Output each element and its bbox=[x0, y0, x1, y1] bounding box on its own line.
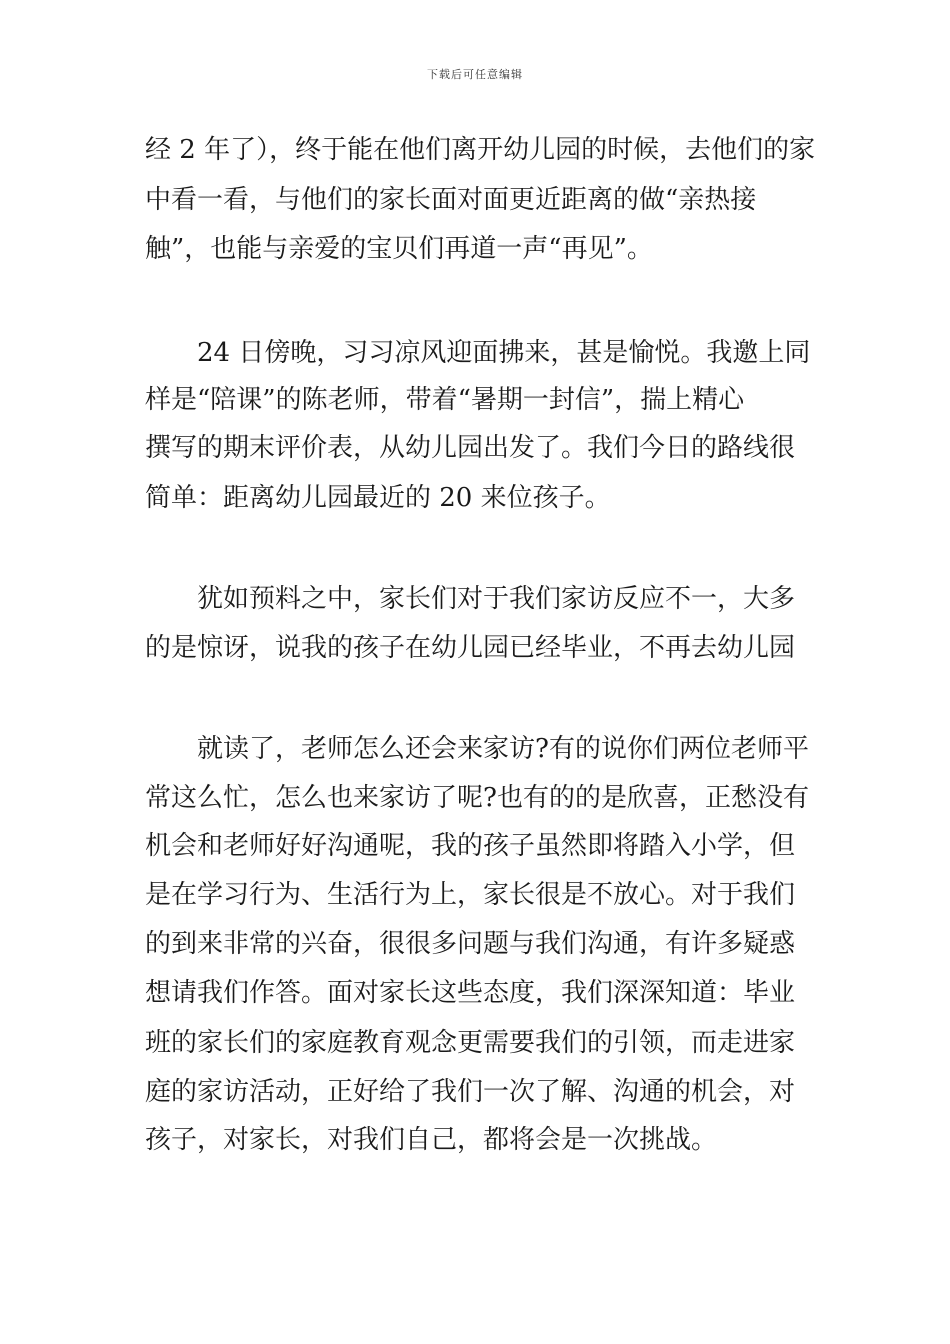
paragraph-1-line-3: 触”，也能与亲爱的宝贝们再道一声“再见”。 bbox=[145, 234, 653, 264]
paragraph-4-line-8: 庭的家访活动，正好给了我们一次了解、沟通的机会，对 bbox=[145, 1077, 796, 1107]
paragraph-4-line-6: 想请我们作答。面对家长这些态度，我们深深知道：毕业 bbox=[145, 978, 796, 1008]
paragraph-2-line-1: 24 日傍晚，习习凉风迎面拂来，甚是愉悦。我邀上同 bbox=[197, 338, 811, 368]
paragraph-4-line-2: 常这么忙，怎么也来家访了呢?也有的的是欣喜，正愁没有 bbox=[145, 783, 809, 813]
page-header: 下载后可任意编辑 bbox=[427, 68, 523, 81]
paragraph-3-line-2: 的是惊讶，说我的孩子在幼儿园已经毕业，不再去幼儿园 bbox=[145, 633, 796, 663]
paragraph-4-line-4: 是在学习行为、生活行为上，家长很是不放心。对于我们 bbox=[145, 880, 796, 910]
paragraph-4-line-3: 机会和老师好好沟通呢，我的孩子虽然即将踏入小学，但 bbox=[145, 831, 796, 861]
paragraph-1-line-2: 中看一看，与他们的家长面对面更近距离的做“亲热接 bbox=[145, 185, 757, 215]
paragraph-2-line-3: 撰写的期末评价表，从幼儿园出发了。我们今日的路线很 bbox=[145, 433, 796, 463]
paragraph-2-line-2: 样是“陪课”的陈老师，带着“暑期一封信”，揣上精心 bbox=[145, 385, 745, 415]
paragraph-4-line-5: 的到来非常的兴奋，很很多问题与我们沟通，有许多疑惑 bbox=[145, 929, 796, 959]
paragraph-4-line-7: 班的家长们的家庭教育观念更需要我们的引领，而走进家 bbox=[145, 1028, 796, 1058]
paragraph-2-line-4: 简单：距离幼儿园最近的 20 来位孩子。 bbox=[145, 483, 611, 513]
paragraph-3-line-1: 犹如预料之中，家长们对于我们家访反应不一，大多 bbox=[197, 584, 796, 614]
paragraph-4-line-9: 孩子，对家长，对我们自己，都将会是一次挑战。 bbox=[145, 1125, 718, 1155]
paragraph-4-line-1: 就读了，老师怎么还会来家访?有的说你们两位老师平 bbox=[197, 734, 809, 764]
paragraph-1-line-1: 经 2 年了），终于能在他们离开幼儿园的时候，去他们的家 bbox=[145, 135, 816, 165]
